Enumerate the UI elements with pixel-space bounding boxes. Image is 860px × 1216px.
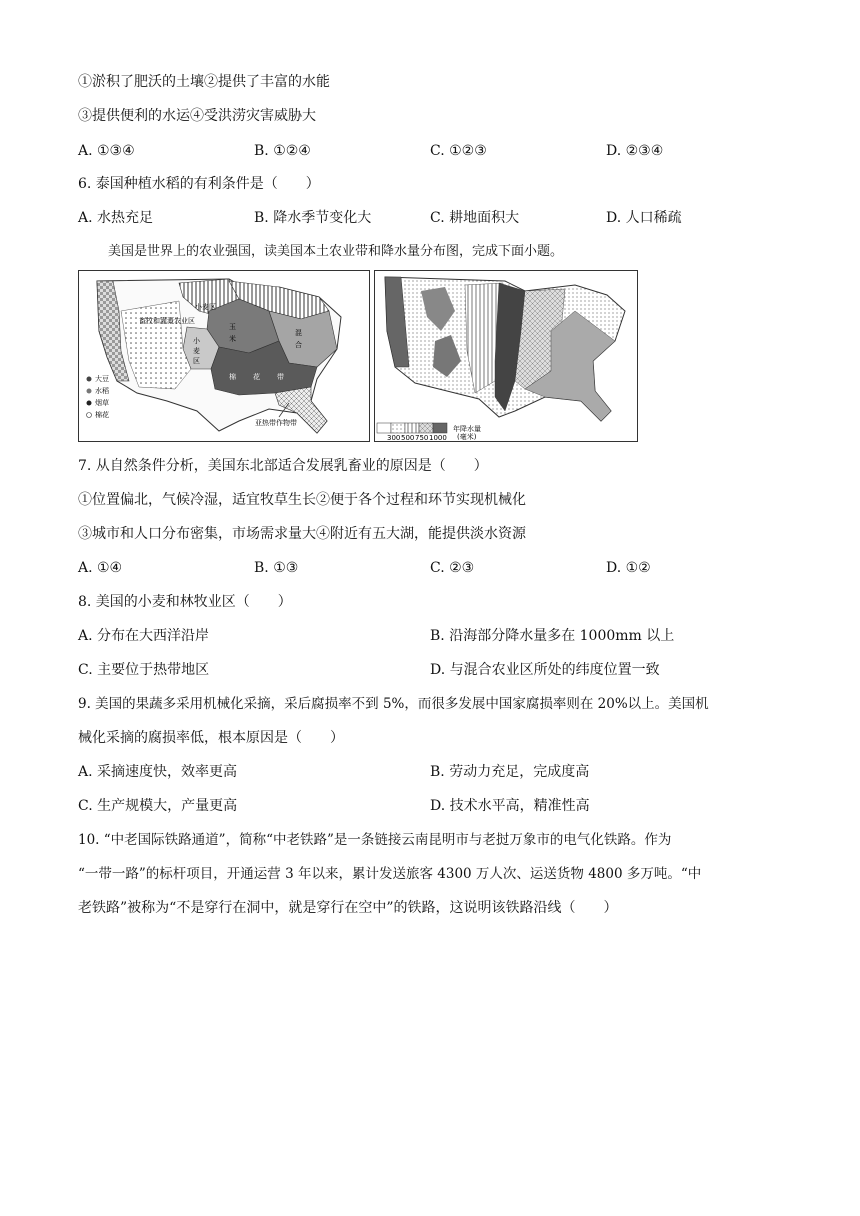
agriculture-belt-map xyxy=(78,270,370,442)
agriculture-map-graphic xyxy=(79,271,369,441)
q9-option-c: C. 生产规模大，产量更高 xyxy=(78,798,238,814)
q7-option-c: C. ②③ xyxy=(430,560,475,576)
legend-title: 年降水量 xyxy=(453,425,481,433)
q6-option-b: B. 降水季节变化大 xyxy=(254,210,372,226)
legend-value-750: 750 xyxy=(415,434,429,441)
region-label-wheat-2: 麦 xyxy=(193,347,200,355)
q5-statement-2: ③提供便利的水运④受洪涝灾害威胁大 xyxy=(78,108,316,124)
map-intro: 美国是世界上的农业强国，读美国本土农业带和降水量分布图，完成下面小题。 xyxy=(108,244,564,259)
region-label-mixed-2: 合 xyxy=(295,341,302,349)
legend-value-300: 300 xyxy=(387,434,401,441)
q5-option-b: B. ①②④ xyxy=(254,143,311,159)
q7-stem: 7. 从自然条件分析，美国东北部适合发展乳畜业的原因是（ ） xyxy=(78,458,488,474)
subtropical-arrow-label: 亚热带作物带 xyxy=(255,419,297,427)
region-label-mixed-1: 混 xyxy=(295,329,302,337)
q10-stem-line-2: “一带一路”的标杆项目，开通运营 3 年以来，累计发送旅客 4300 万人次、运送货物 4800 多万吨。“中 xyxy=(78,866,702,882)
q6-stem: 6. 泰国种植水稻的有利条件是（ ） xyxy=(78,176,320,192)
q9-option-d: D. 技术水平高，精准性高 xyxy=(430,798,590,814)
q6-option-c: C. 耕地面积大 xyxy=(430,210,520,226)
q5-option-a: A. ①③④ xyxy=(78,143,135,159)
q9-stem-line-2: 械化采摘的腐损率低，根本原因是（ ） xyxy=(78,730,344,746)
region-label-cotton-3: 带 xyxy=(277,373,284,381)
region-label-cotton-1: 棉 xyxy=(229,373,236,381)
precipitation-legend xyxy=(377,423,481,441)
q9-stem-line-1: 9. 美国的果蔬多采用机械化采摘，采后腐损率不到 5%，而很多发展中国家腐损率则在 20%以上。美国机 xyxy=(78,696,709,712)
q7-option-d: D. ①② xyxy=(606,560,651,576)
q5-statement-1: ①淤积了肥沃的土壤②提供了丰富的水能 xyxy=(78,74,330,90)
q7-statement-2: ③城市和人口分布密集，市场需求量大④附近有五大湖，能提供淡水资源 xyxy=(78,526,526,542)
q8-option-d: D. 与混合农业区所处的纬度位置一致 xyxy=(430,662,660,678)
region-label-corn-1: 玉 xyxy=(229,323,236,331)
region-label-cotton-2: 花 xyxy=(253,373,260,381)
q5-option-d: D. ②③④ xyxy=(606,143,664,159)
region-label-ranching: 畜牧和灌溉农业区 xyxy=(139,317,195,325)
q8-option-b: B. 沿海部分降水量多在 1000mm 以上 xyxy=(430,628,675,644)
q6-option-a: A. 水热充足 xyxy=(78,210,154,226)
legend-rice: 水稻 xyxy=(95,387,109,395)
legend-unit: (毫米) xyxy=(457,433,477,441)
q7-option-a: A. ①④ xyxy=(78,560,123,576)
region-label-wheat-3: 区 xyxy=(193,357,200,365)
map-figures xyxy=(78,270,638,446)
precipitation-map-graphic xyxy=(375,271,637,441)
region-label-corn-2: 米 xyxy=(229,335,236,343)
q7-statement-1: ①位置偏北，气候冷湿，适宜牧草生长②便于各个过程和环节实现机械化 xyxy=(78,492,526,508)
precipitation-map xyxy=(374,270,638,442)
q6-option-d: D. 人口稀疏 xyxy=(606,210,682,226)
q5-option-c: C. ①②③ xyxy=(430,143,487,159)
q10-stem-line-1: 10. “中老国际铁路通道”，简称“中老铁路”是一条链接云南昆明市与老挝万象市的电气化铁路。作为 xyxy=(78,832,672,848)
region-label-wheat-1: 小 xyxy=(193,337,200,345)
q9-option-a: A. 采摘速度快，效率更高 xyxy=(78,764,238,780)
q8-stem: 8. 美国的小麦和林牧业区（ ） xyxy=(78,594,292,610)
legend-value-500: 500 xyxy=(401,434,415,441)
q8-option-c: C. 主要位于热带地区 xyxy=(78,662,210,678)
q9-option-b: B. 劳动力充足，完成度高 xyxy=(430,764,590,780)
legend-tobacco: 烟草 xyxy=(95,399,109,407)
q7-option-b: B. ①③ xyxy=(254,560,299,576)
legend-value-1000: 1000 xyxy=(429,434,447,441)
crop-legend xyxy=(87,374,110,419)
legend-soybean: 大豆 xyxy=(95,375,109,383)
q8-option-a: A. 分布在大西洋沿岸 xyxy=(78,628,210,644)
region-label-wheat-north: 小麦区 xyxy=(195,303,216,311)
legend-cotton: 棉花 xyxy=(95,411,109,419)
q10-stem-line-3: 老铁路”被称为“不是穿行在洞中，就是穿行在空中”的铁路，这说明该铁路沿线（ ） xyxy=(78,900,618,916)
